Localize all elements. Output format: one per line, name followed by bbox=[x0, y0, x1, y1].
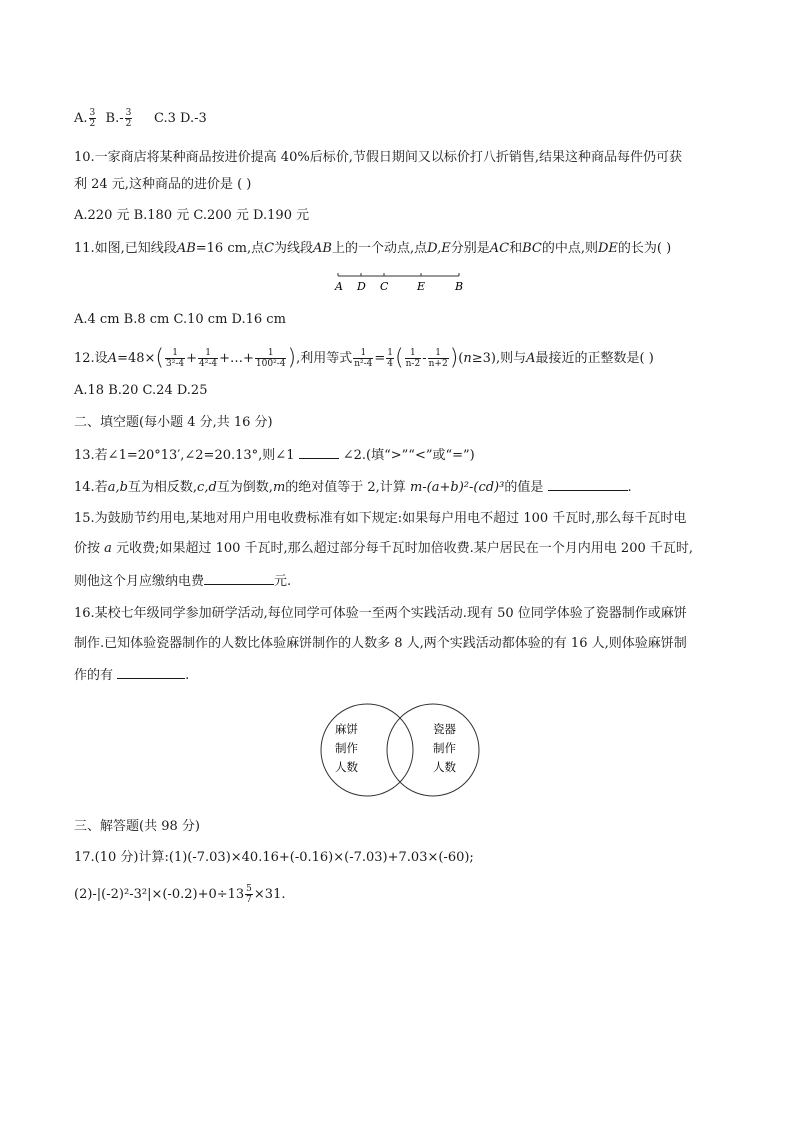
q17-line-1: 17.(10 分)计算:(1)(-7.03)×40.16+(-0.16)×(-7.03)+7.03×(-60); bbox=[74, 850, 474, 865]
q9-options bbox=[74, 108, 207, 129]
q11-var: AC bbox=[489, 241, 510, 256]
fraction-numerator: 1 bbox=[255, 348, 287, 359]
q16-answer-blank bbox=[117, 666, 185, 679]
q16-line-3 bbox=[74, 666, 189, 685]
q9-option-b-fraction bbox=[125, 108, 133, 129]
point-label-d: D bbox=[357, 280, 366, 293]
q9-option-b-prefix: B.- bbox=[105, 111, 124, 126]
q13-question bbox=[74, 446, 475, 465]
q15-text: 价按 bbox=[74, 541, 101, 556]
q12-text: 最接近的正整数是( ) bbox=[535, 351, 654, 366]
left-paren: ( bbox=[395, 345, 404, 371]
q17-line-2 bbox=[74, 884, 285, 905]
venn-right-label-3: 人数 bbox=[433, 760, 456, 774]
q11-var: AB bbox=[313, 241, 332, 256]
venn-diagram bbox=[316, 700, 488, 802]
q14-text: 互为倒数, bbox=[216, 480, 273, 495]
q15-var: a bbox=[104, 541, 112, 556]
fraction-denominator: 2 bbox=[89, 119, 96, 129]
q14-question bbox=[74, 478, 632, 497]
q15-text: 元收费;如果超过 100 千瓦时,那么超过部分每千瓦时加倍收费.某户居民在一个月内用电 200 千瓦时, bbox=[116, 541, 693, 556]
q16-line-2: 制作.已知体验瓷器制作的人数比体验麻饼制作的人数多 8 人,两个实践活动都体验的有 16 人,则体验麻饼制 bbox=[74, 636, 687, 651]
segment-figure bbox=[326, 270, 476, 296]
venn-right-label-2: 制作 bbox=[433, 741, 456, 755]
fraction-denominator: n-2 bbox=[405, 359, 421, 369]
q12-text: =48× bbox=[117, 351, 156, 366]
q11-text: 上的一个动点,点 bbox=[332, 241, 428, 256]
q11-var: D,E bbox=[427, 241, 451, 256]
venn-left-label-3: 人数 bbox=[335, 760, 358, 774]
q14-var: a,b bbox=[107, 480, 128, 495]
q12-fraction-6 bbox=[405, 348, 422, 369]
q9-option-a-prefix: A. bbox=[74, 111, 88, 126]
q15-text: 元. bbox=[274, 574, 292, 589]
q12-text: ≥3),则与 bbox=[471, 351, 527, 366]
q15-answer-blank bbox=[204, 572, 274, 585]
q12-options: A.18 B.20 C.24 D.25 bbox=[74, 383, 208, 398]
q15-text: 则他这个月应缴纳电费 bbox=[74, 574, 205, 589]
q14-var: c,d bbox=[197, 480, 217, 495]
q9-option-cd: C.3 D.-3 bbox=[154, 111, 207, 126]
venn-left-label-2: 制作 bbox=[335, 741, 358, 755]
fraction-numerator: 1 bbox=[387, 348, 394, 358]
q14-var: m bbox=[272, 480, 286, 495]
venn-right-label-1: 瓷器 bbox=[433, 722, 456, 736]
q11-var: AB bbox=[176, 241, 196, 256]
q11-text: 分别是 bbox=[450, 241, 490, 256]
q15-line-2 bbox=[74, 540, 693, 558]
q12-var-n: n bbox=[463, 351, 472, 366]
q9-option-a-fraction bbox=[89, 108, 97, 129]
point-label-a: A bbox=[335, 280, 343, 293]
q17-text: ×31. bbox=[253, 887, 286, 902]
fraction-numerator: 1 bbox=[353, 348, 373, 359]
fraction-denominator: 7 bbox=[246, 895, 252, 905]
right-paren: ) bbox=[287, 345, 297, 371]
q12-fraction-7 bbox=[428, 348, 449, 369]
q11-question bbox=[74, 240, 671, 258]
q14-text: 的绝对值等于 2,计算 bbox=[285, 480, 406, 495]
q10-line-2: 利 24 元,这种商品的进价是 ( ) bbox=[74, 177, 252, 192]
q14-text: 的值是 bbox=[504, 480, 544, 495]
q12-fraction-2 bbox=[198, 348, 218, 369]
section-3-heading: 三、解答题(共 98 分) bbox=[74, 819, 200, 834]
q13-text: 13.若∠1=20°13′,∠2=20.13°,则∠1 bbox=[74, 448, 295, 463]
fraction-numerator: 1 bbox=[165, 348, 185, 359]
q11-var: C bbox=[264, 241, 275, 256]
q15-line-1: 15.为鼓励节约用电,某地对用户用电收费标准有如下规定:如果每户用电不超过 100 千瓦时,那么每千瓦时电 bbox=[74, 511, 687, 526]
q12-fraction-4 bbox=[353, 348, 373, 369]
fraction-numerator: 3 bbox=[125, 108, 132, 118]
q11-text: 11.如图,已知线段 bbox=[74, 241, 177, 256]
q11-text: 的长为( ) bbox=[617, 241, 672, 256]
left-paren: ( bbox=[155, 345, 164, 371]
q11-options: A.4 cm B.8 cm C.10 cm D.16 cm bbox=[74, 312, 286, 327]
q11-var: DE bbox=[598, 241, 618, 256]
fraction-numerator: 1 bbox=[198, 348, 218, 359]
q11-text: 为线段 bbox=[274, 241, 314, 256]
q12-text: ,利用等式 bbox=[296, 351, 353, 366]
q14-text: 14.若 bbox=[74, 480, 108, 495]
fraction-denominator: 3²-4 bbox=[166, 359, 185, 369]
q14-text: 互为相反数, bbox=[127, 480, 198, 495]
q16-text: . bbox=[185, 668, 190, 683]
point-label-e: E bbox=[417, 280, 426, 293]
q14-answer-blank bbox=[548, 478, 628, 491]
q12-fraction-1 bbox=[165, 348, 185, 369]
q16-line-1: 16.某校七年级同学参加研学活动,每位同学可体验一至两个实践活动.现有 50 位同学体验了瓷器制作或麻饼 bbox=[74, 606, 687, 621]
q16-text: 作的有 bbox=[74, 668, 114, 683]
right-paren: ) bbox=[449, 345, 459, 371]
q17-fraction bbox=[245, 884, 253, 905]
q11-var: BC bbox=[522, 241, 542, 256]
q14-expression: m-(a+b)²-(cd)³ bbox=[409, 480, 505, 495]
fraction-numerator: 1 bbox=[428, 348, 449, 359]
q13-answer-blank bbox=[299, 446, 339, 459]
fraction-denominator: n²-4 bbox=[354, 359, 373, 369]
q11-text: =16 cm,点 bbox=[195, 241, 265, 256]
fraction-denominator: 4²-4 bbox=[199, 359, 218, 369]
fraction-denominator: 2 bbox=[125, 119, 132, 129]
q13-text: ∠2.(填“>”“<”或“=”) bbox=[342, 448, 475, 463]
fraction-denominator: 4 bbox=[387, 359, 394, 369]
point-label-b: B bbox=[455, 280, 464, 293]
point-label-c: C bbox=[380, 280, 389, 293]
q17-text: (2)-|(-2)²-3²|×(-0.2)+0÷13 bbox=[74, 887, 245, 902]
q12-dots: +…+ bbox=[219, 351, 254, 366]
q10-line-1: 10.一家商店将某种商品按进价提高 40%后标价,节假日期间又以标价打八折销售,结果这种商品每件仍可获 bbox=[74, 150, 682, 165]
q12-fraction-5 bbox=[386, 348, 394, 369]
q12-text: = bbox=[374, 351, 386, 366]
q14-text: . bbox=[627, 480, 632, 495]
q15-line-3 bbox=[74, 572, 291, 591]
q12-var-a: A bbox=[107, 351, 118, 366]
venn-left-label-1: 麻饼 bbox=[335, 722, 358, 736]
q10-options: A.220 元 B.180 元 C.200 元 D.190 元 bbox=[74, 208, 310, 223]
fraction-numerator: 3 bbox=[89, 108, 96, 118]
q12-question: 12.设A=48×( $\frac{1}{\text{3²-4}}$ + $\frac{1}{\text{4²-4}}$ +…+ $\frac{1}{\text{100²-4}}$ ),利用等式 $\frac{1}{\text{n²-4}}$ = $\frac{1}{4}$ ( $\frac{1}{n-2}$ - $\frac{1}{n+2}$ )(n≥3),则与A最接近的正整数是( ) bbox=[74, 345, 654, 371]
q12-var-a: A bbox=[526, 351, 536, 366]
q11-text: 的中点,则 bbox=[541, 241, 598, 256]
fraction-denominator: 100²-4 bbox=[255, 359, 286, 369]
q11-text: 和 bbox=[509, 241, 523, 256]
section-2-heading: 二、填空题(每小题 4 分,共 16 分) bbox=[74, 415, 273, 430]
fraction-numerator: 1 bbox=[405, 348, 422, 359]
fraction-denominator: n+2 bbox=[428, 359, 448, 369]
q12-text: 12.设 bbox=[74, 351, 108, 366]
q12-fraction-3 bbox=[255, 348, 287, 369]
fraction-numerator: 5 bbox=[246, 884, 252, 894]
